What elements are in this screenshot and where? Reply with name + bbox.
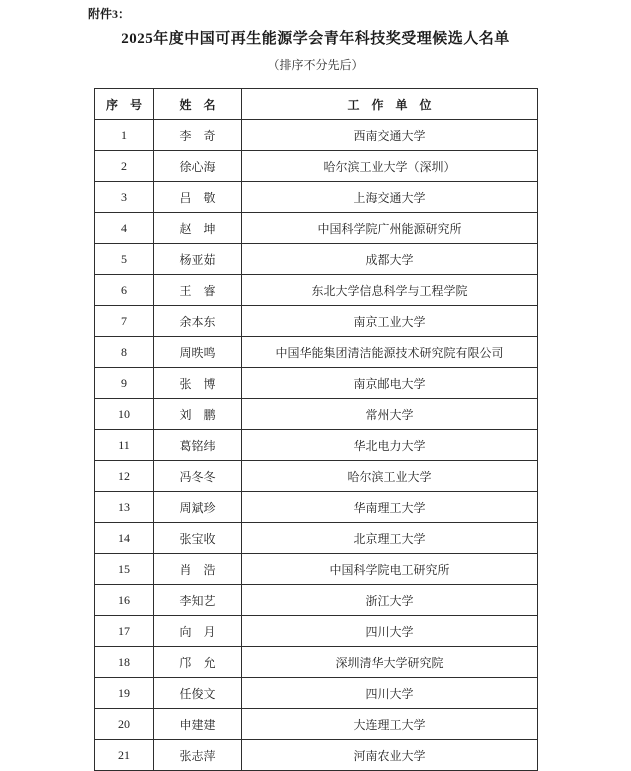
cell-unit: 四川大学: [242, 678, 538, 709]
table-row: [95, 647, 538, 678]
cell-unit: 浙江大学: [242, 585, 538, 616]
cell-index: 17: [95, 616, 154, 647]
table-row: [95, 492, 538, 523]
cell-name: 杨亚茹: [154, 244, 242, 275]
table-row: [95, 306, 538, 337]
cell-name: 王 睿: [154, 275, 242, 306]
cell-name: 李 奇: [154, 120, 242, 151]
cell-index: 15: [95, 554, 154, 585]
table-row: [95, 275, 538, 306]
table-header-row: [95, 89, 538, 120]
cell-unit: 中国华能集团清洁能源技术研究院有限公司: [242, 337, 538, 368]
cell-name: 冯冬冬: [154, 461, 242, 492]
cell-name: 余本东: [154, 306, 242, 337]
cell-unit: 华南理工大学: [242, 492, 538, 523]
cell-index: 18: [95, 647, 154, 678]
table-row: [95, 337, 538, 368]
cell-name: 周斌珍: [154, 492, 242, 523]
cell-index: 5: [95, 244, 154, 275]
col-header-index: 序 号: [95, 89, 154, 120]
cell-unit: 南京邮电大学: [242, 368, 538, 399]
cell-index: 6: [95, 275, 154, 306]
cell-index: 10: [95, 399, 154, 430]
cell-name: 张宝收: [154, 523, 242, 554]
cell-name: 向 月: [154, 616, 242, 647]
cell-unit: 大连理工大学: [242, 709, 538, 740]
cell-unit: 中国科学院电工研究所: [242, 554, 538, 585]
table-row: [95, 554, 538, 585]
cell-name: 邝 允: [154, 647, 242, 678]
cell-unit: 成都大学: [242, 244, 538, 275]
cell-index: 7: [95, 306, 154, 337]
cell-index: 19: [95, 678, 154, 709]
cell-index: 9: [95, 368, 154, 399]
cell-name: 徐心海: [154, 151, 242, 182]
cell-unit: 深圳清华大学研究院: [242, 647, 538, 678]
table-row: [95, 678, 538, 709]
table-row: [95, 740, 538, 771]
cell-name: 周昳鸣: [154, 337, 242, 368]
cell-index: 3: [95, 182, 154, 213]
page-title: 2025年度中国可再生能源学会青年科技奖受理候选人名单: [121, 31, 510, 47]
cell-name: 刘 鹏: [154, 399, 242, 430]
cell-index: 12: [95, 461, 154, 492]
cell-name: 肖 浩: [154, 554, 242, 585]
cell-index: 4: [95, 213, 154, 244]
cell-name: 吕 敬: [154, 182, 242, 213]
cell-unit: 哈尔滨工业大学: [242, 461, 538, 492]
table-row: [95, 182, 538, 213]
cell-index: 21: [95, 740, 154, 771]
table-row: [95, 244, 538, 275]
attachment-label: 附件3：: [88, 7, 131, 21]
cell-index: 11: [95, 430, 154, 461]
cell-index: 2: [95, 151, 154, 182]
table-row: [95, 616, 538, 647]
cell-name: 李知艺: [154, 585, 242, 616]
table-row: [95, 585, 538, 616]
table-row: [95, 151, 538, 182]
cell-index: 1: [95, 120, 154, 151]
table-row: [95, 461, 538, 492]
table-row: [95, 430, 538, 461]
cell-unit: 西南交通大学: [242, 120, 538, 151]
cell-name: 申建建: [154, 709, 242, 740]
cell-index: 16: [95, 585, 154, 616]
table-row: [95, 709, 538, 740]
cell-name: 赵 坤: [154, 213, 242, 244]
col-header-unit: 工 作 单 位: [242, 89, 538, 120]
col-header-name: 姓 名: [154, 89, 242, 120]
table-row: [95, 368, 538, 399]
table-row: [95, 523, 538, 554]
cell-name: 任俊文: [154, 678, 242, 709]
cell-unit: 中国科学院广州能源研究所: [242, 213, 538, 244]
cell-unit: 上海交通大学: [242, 182, 538, 213]
cell-unit: 东北大学信息科学与工程学院: [242, 275, 538, 306]
table-row: [95, 120, 538, 151]
cell-unit: 南京工业大学: [242, 306, 538, 337]
cell-unit: 四川大学: [242, 616, 538, 647]
table-row: [95, 213, 538, 244]
cell-index: 14: [95, 523, 154, 554]
cell-unit: 常州大学: [242, 399, 538, 430]
table-row: [95, 399, 538, 430]
cell-unit: 河南农业大学: [242, 740, 538, 771]
candidates-table: [94, 88, 538, 771]
cell-unit: 哈尔滨工业大学（深圳）: [242, 151, 538, 182]
cell-index: 8: [95, 337, 154, 368]
cell-index: 20: [95, 709, 154, 740]
cell-unit: 华北电力大学: [242, 430, 538, 461]
cell-name: 葛铭纬: [154, 430, 242, 461]
cell-name: 张志萍: [154, 740, 242, 771]
cell-unit: 北京理工大学: [242, 523, 538, 554]
cell-index: 13: [95, 492, 154, 523]
page-subtitle: （排序不分先后）: [267, 58, 364, 72]
cell-name: 张 博: [154, 368, 242, 399]
table-body: [95, 120, 538, 771]
